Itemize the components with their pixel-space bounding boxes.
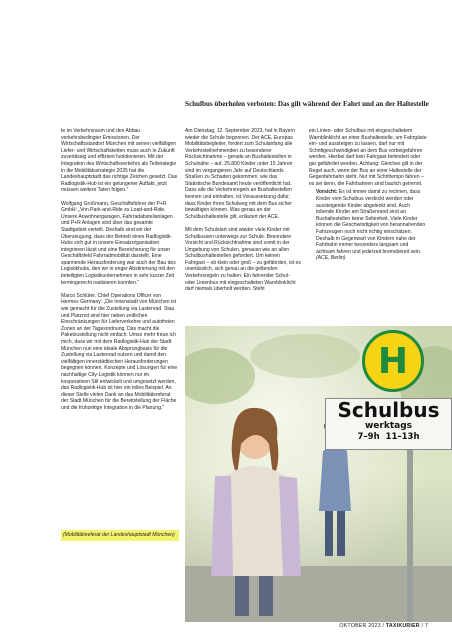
article-headline: Schulbus überholen verboten: Das gilt während der Fahrt und an der Haltestelle bbox=[185, 100, 429, 108]
sign-subline: werktags bbox=[364, 421, 413, 431]
sign-times: 7–9h 11–13h bbox=[357, 432, 420, 442]
bus-stop-letter: H bbox=[377, 340, 409, 382]
paragraph: Mit dem Schulstart sind wieder viele Kinder mit Schulbussen unterwegs zur Schule. Besondere Vorsicht und Rücksichtnahme sind somit in der Umgebung von Schulen, genauso wie an allen Schulbushaltestellen gefordert. Um keinen Fahrgast – ob klein oder groß – zu gefährden, ist es unerlässlich, sich genau an die geltenden Verkehrsregeln zu halten: Ein fahrender Schul- oder Linienbus mit eingeschalteten Warnblinklicht darf niemals überholt werden. Steht bbox=[185, 226, 301, 293]
paragraph: Am Dienstag, 12. September 2023, hat in Bayern wieder die Schule begonnen. Der ACE, Europas Mobilitätsbegleiter, fordert zum Schulanfang alle Verkehrsteilnehmenden zu besonderer Rücksichtnahme – gerade an Bushaltestellen in Schulnähe – auf. 25.800 Kinder unter 15 Jahren sind im vergangenen Jahr auf Deutschlands Straßen zu Schaden gekommen, wie das Statistische Bundesamt heute veröffentlicht hat. Dass alle die Verkehrsregeln an Bushaltestellen kennen und einhalten, ist Voraussetzung dafür, dass Kinder ihren Schulweg mit dem Bus sicher bewältigen können. Was genau an der Schulbushaltestelle gilt, erläutert der ACE. bbox=[185, 128, 295, 220]
article-photo bbox=[185, 326, 452, 622]
article-column-middle bbox=[185, 128, 301, 293]
source-credit: (ACE, Berlin) bbox=[316, 255, 346, 262]
footer-date: OKTOBER 2023 bbox=[339, 623, 381, 629]
paragraph: te im Verkehrsraum und den Abbau verkehrsbedingter Emissionen. Der Wirtschaftsstandort München mit seinen vielfältigen Liefer- und Wirtschaftsketten muss auch in Zukunft zuverlässig und effizient funktionieren. Mit der Integration des Wirtschaftsverkehrs als Teilstrategie in die Mobilitätsstrategie 2035 hat die Landeshauptstadt das richtige Zeichen gesetzt. Das Radlogistik-Hub ist ein gelungener Auftakt, jetzt müssen weitere Taten folgen." bbox=[61, 128, 178, 194]
article-column-left bbox=[61, 128, 179, 412]
bus-stop-h-badge bbox=[362, 330, 424, 392]
warning-label: Vorsicht: bbox=[316, 189, 338, 196]
schulbus-sign-plate bbox=[325, 398, 452, 450]
paragraph: ein Linien- oder Schulbus mit eingeschaltetem Warnblinklicht an einer Bushaltestelle, um Fahrgäste ein- und aussteigen zu lassen, darf nur mit Schrittgeschwindigkeit an dem Bus vorbeigefahren werden. Hierbei darf kein Fahrgast behindert oder gar gefährdet werden. Achtung: Gleiches gilt in der Regel auch, wenn der Bus an einer Haltestelle der Gegenfahrbahn steht. Nur mit Schrittempo fahren – es sei denn, die Fahrbahnen sind baulich getrennt. bbox=[309, 128, 427, 187]
sign-word: Schulbus bbox=[337, 398, 440, 422]
page-footer: OKTOBER 2023 / TAXIKURIER / 7 bbox=[339, 623, 428, 629]
warning-text: Es ist immer damit zu rechnen, dass Kinder vom Schulbus verdeckt werden oder aussteigende Kinder abgelenkt sind. Auch tobende Kinder am Straßenrand sind an Bushaltestellen keine Seltenheit. Viele Kinder können die Geschwindigkeit von herannahenden Fahrzeugen noch nicht richtig einschätzen. Deshalb in Gegenwart von Kindern nahe der Fahrbahn immer besonders langsam und achtsam fahren und jederzeit bremsbereit sein. bbox=[316, 189, 426, 255]
article-column-right bbox=[309, 128, 427, 262]
paragraph: Marco Schlüter, Chief Operations Officer von Hermes Germany: „Die Innenstadt von München ist wie gemacht für die Zustellung via Lastenrad. Stau und Platznot sind hier neben zeitlichen Einschränkungen für Lieferverkehre und autofreien Zonen an der Tagesordnung. Das macht die Paketzustellung nicht einfach. Umso mehr freue ich mich, dass wir mit dem Radlogistik-Hub der Stadt München nun eine ideale Absprungbasis für die Zustellung via Lastenrad nutzen und damit den vielfältigen innerstädtischen Herausforderungen begegnen können. Konzepte und Lösungen für eine nachhaltige City-Logistik können nur im kooperativen Stil entwickelt und umgesetzt werden, das Radlogistik-Hub ist hier ein tolles Beispiel. An dieser Stelle vielen Dank an das Mobilitätsreferat der Stadt München für die Bereitstellung der Fläche und die frühzeitige Integration in die Planung." bbox=[61, 292, 178, 411]
warning-paragraph bbox=[309, 189, 427, 262]
page-number: 7 bbox=[424, 623, 428, 629]
source-credit: (Mobilitätsreferat der Landeshauptstadt München) bbox=[61, 530, 179, 541]
footer-magazine: TAXIKURIER bbox=[385, 623, 420, 629]
paragraph: Wolfgang Großmann, Geschäftsführer der P+R GmbH: „Von Park-and-Ride zu Load-and-Ride. Unsere Anwohnergaragen, Fahrradabstellanlagen und P+R Anlagen sind über das gesamte Stadtgebiet verteilt. Deshalb sind wir der Überzeugung, dass der Betrieb eines Radlogistik-Hubs sich gut in unsere Einsatzorganisation integrieren lässt und eine Bereicherung für unser Geschäftsfeld Fahrradmobilität darstellt. Eine spannende Herausforderung war auch der Bau des Logistikhubs, den wir in enger Abstimmung mit den beteiligten Logistikunternehmen in sehr kurzer Zeit termingerecht realisieren konnten." bbox=[61, 200, 176, 286]
bus-stop-sign bbox=[325, 330, 452, 450]
